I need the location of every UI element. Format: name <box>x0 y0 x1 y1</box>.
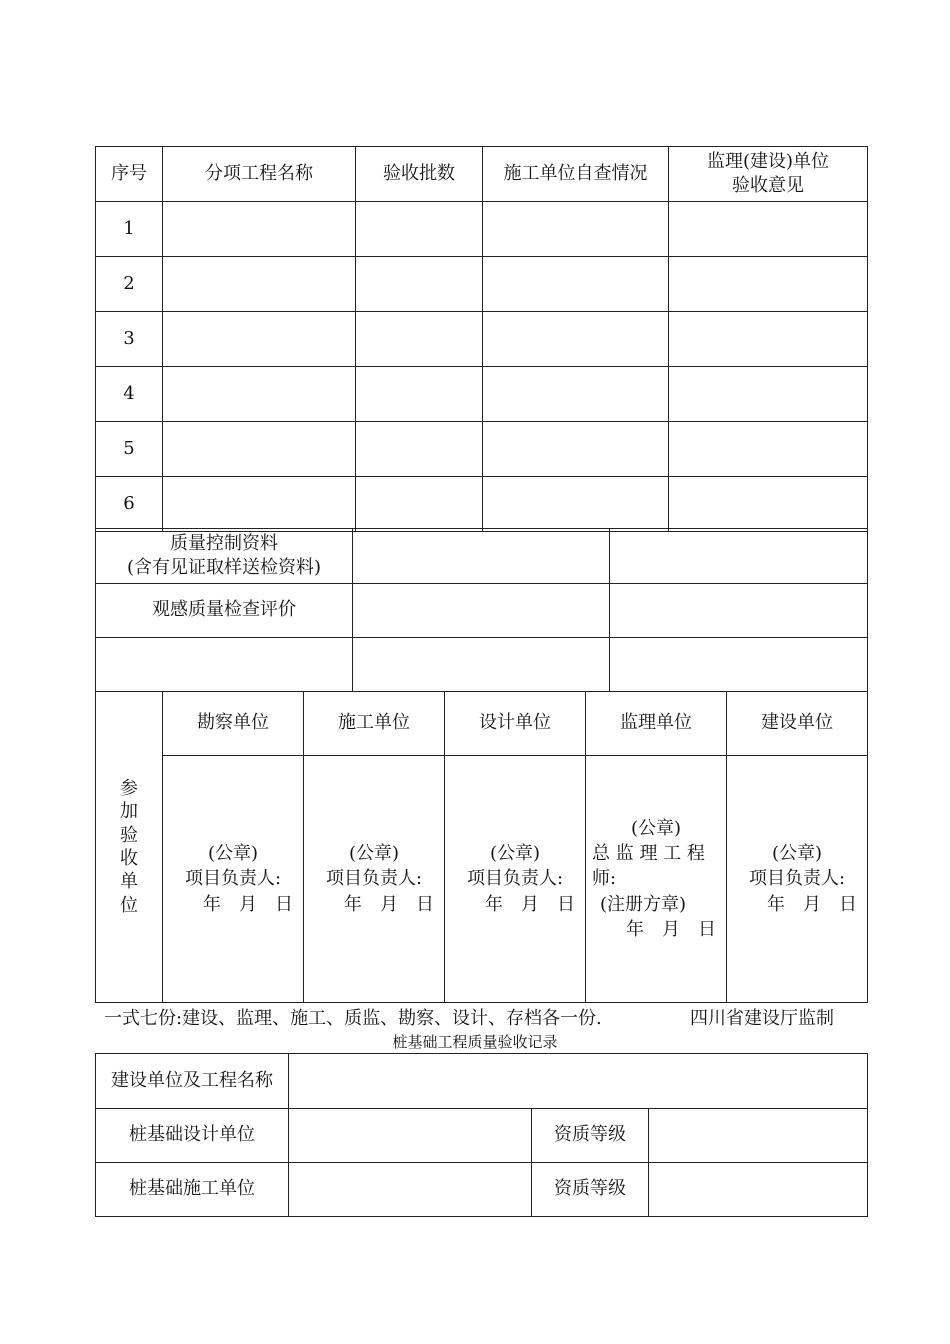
quality-table <box>95 528 868 692</box>
table-row <box>96 367 868 422</box>
units-header-row <box>96 692 868 756</box>
form-subtitle: 桩基础工程质量验收记录 <box>392 1033 558 1051</box>
signature-survey[interactable] <box>163 756 304 1003</box>
signature-design[interactable] <box>445 756 586 1003</box>
signature-owner[interactable] <box>727 756 868 1003</box>
appearance-cell[interactable] <box>353 584 610 638</box>
row-number: 5 <box>96 422 163 477</box>
item-name-cell[interactable] <box>163 312 356 367</box>
seal-text: (公章) <box>207 843 259 865</box>
side-char: 单 <box>120 871 138 893</box>
date-text: 年 月 日 <box>626 918 716 940</box>
self-check-cell[interactable] <box>483 477 669 532</box>
self-check-cell[interactable] <box>483 202 669 257</box>
header-supervisor-line1: 监理(建设)单位 <box>706 150 830 172</box>
opinion-cell[interactable] <box>669 367 868 422</box>
date-text: 年 月 日 <box>485 893 575 915</box>
self-check-cell[interactable] <box>483 367 669 422</box>
self-check-cell[interactable] <box>483 257 669 312</box>
construction-unit-row <box>96 1163 868 1217</box>
blank-row <box>96 638 868 692</box>
quality-control-cell[interactable] <box>353 529 610 584</box>
batch-count-cell[interactable] <box>356 367 483 422</box>
construction-unit-label: 桩基础施工单位 <box>96 1163 289 1217</box>
unit-survey: 勘察单位 <box>163 692 304 756</box>
table-row <box>96 477 868 532</box>
issuer-org: 四川省建设厅监制 <box>690 1008 834 1029</box>
table-row <box>96 202 868 257</box>
seal-text: (公章) <box>489 843 541 865</box>
project-label: 建设单位及工程名称 <box>96 1054 289 1109</box>
table-row <box>96 312 868 367</box>
seal-text: (公章) <box>348 843 400 865</box>
self-check-cell[interactable] <box>483 312 669 367</box>
supervisor-line3: (注册方章) <box>600 893 687 915</box>
opinion-cell[interactable] <box>669 257 868 312</box>
header-supervisor-line2: 验收意见 <box>732 175 804 196</box>
side-char: 加 <box>120 801 138 823</box>
opinion-cell[interactable] <box>669 422 868 477</box>
header-self-check: 施工单位自查情况 <box>483 147 669 202</box>
batch-count-cell[interactable] <box>356 312 483 367</box>
row-number: 6 <box>96 477 163 532</box>
signature-construction[interactable] <box>304 756 445 1003</box>
batch-count-cell[interactable] <box>356 202 483 257</box>
participants-table <box>95 691 868 1003</box>
supervisor-line2: 师: <box>592 868 617 890</box>
side-char: 验 <box>120 824 138 846</box>
batch-count-cell[interactable] <box>356 477 483 532</box>
date-text: 年 月 日 <box>344 893 434 915</box>
quality-control-line1: 质量控制资料 <box>170 532 278 554</box>
table-row <box>96 422 868 477</box>
construction-qualification-cell[interactable] <box>649 1163 868 1217</box>
row-number: 3 <box>96 312 163 367</box>
item-name-cell[interactable] <box>163 257 356 312</box>
self-check-cell[interactable] <box>483 422 669 477</box>
header-supervisor-opinion <box>669 147 868 202</box>
item-table-header <box>96 147 868 202</box>
blank-cell[interactable] <box>610 638 868 692</box>
supervisor-line1: 总 监 理 工 程 <box>592 843 705 865</box>
header-seq: 序号 <box>96 147 163 202</box>
item-name-cell[interactable] <box>163 422 356 477</box>
construction-qualification-label: 资质等级 <box>532 1163 649 1217</box>
pile-record-table <box>95 1053 868 1217</box>
design-qualification-label: 资质等级 <box>532 1109 649 1163</box>
unit-owner: 建设单位 <box>727 692 868 756</box>
row-number: 4 <box>96 367 163 422</box>
header-item-name: 分项工程名称 <box>163 147 356 202</box>
side-char: 参 <box>120 777 138 799</box>
item-table <box>95 146 868 532</box>
blank-cell[interactable] <box>353 638 610 692</box>
blank-cell[interactable] <box>96 638 353 692</box>
item-name-cell[interactable] <box>163 202 356 257</box>
responsible-text: 项目负责人: <box>325 868 423 890</box>
side-char: 位 <box>120 894 138 916</box>
date-text: 年 月 日 <box>203 893 293 915</box>
responsible-text: 项目负责人: <box>748 868 846 890</box>
unit-design: 设计单位 <box>445 692 586 756</box>
appearance-cell-2[interactable] <box>610 584 868 638</box>
design-unit-label: 桩基础设计单位 <box>96 1109 289 1163</box>
design-unit-row <box>96 1109 868 1163</box>
design-qualification-cell[interactable] <box>649 1109 868 1163</box>
responsible-text: 项目负责人: <box>184 868 282 890</box>
signature-row <box>96 756 868 1003</box>
date-text: 年 月 日 <box>767 893 857 915</box>
appearance-label: 观感质量检查评价 <box>96 584 353 638</box>
project-row <box>96 1054 868 1109</box>
row-number: 2 <box>96 257 163 312</box>
batch-count-cell[interactable] <box>356 422 483 477</box>
header-batch-count: 验收批数 <box>356 147 483 202</box>
appearance-row <box>96 584 868 638</box>
opinion-cell[interactable] <box>669 312 868 367</box>
seal-text: (公章) <box>630 818 682 840</box>
design-unit-cell[interactable] <box>289 1109 532 1163</box>
quality-control-cell-2[interactable] <box>610 529 868 584</box>
item-name-cell[interactable] <box>163 367 356 422</box>
responsible-text: 项目负责人: <box>466 868 564 890</box>
copies-note: 一式七份:建设、监理、施工、质监、勘察、设计、存档各一份. <box>104 1008 602 1029</box>
seal-text: (公章) <box>771 843 823 865</box>
unit-supervision: 监理单位 <box>586 692 727 756</box>
construction-unit-cell[interactable] <box>289 1163 532 1217</box>
project-value-cell[interactable] <box>289 1054 868 1109</box>
batch-count-cell[interactable] <box>356 257 483 312</box>
signature-supervision[interactable] <box>586 756 727 1003</box>
item-name-cell[interactable] <box>163 477 356 532</box>
quality-control-row <box>96 529 868 584</box>
quality-control-label <box>96 529 353 584</box>
quality-control-line2: (含有见证取样送检资料) <box>126 557 322 578</box>
opinion-cell[interactable] <box>669 202 868 257</box>
table-row <box>96 257 868 312</box>
side-char: 收 <box>120 848 138 869</box>
unit-construction: 施工单位 <box>304 692 445 756</box>
participants-side-label <box>96 692 163 1003</box>
row-number: 1 <box>96 202 163 257</box>
opinion-cell[interactable] <box>669 477 868 532</box>
